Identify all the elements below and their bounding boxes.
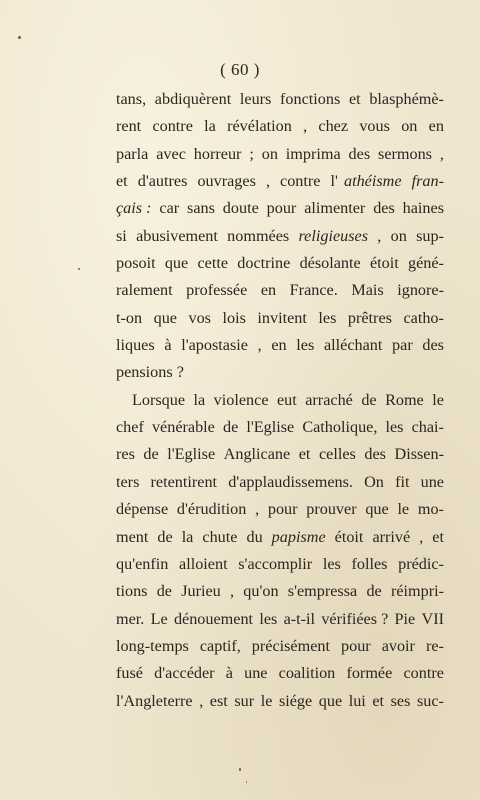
word: doctrine bbox=[237, 254, 291, 273]
word: à bbox=[164, 336, 172, 355]
text-line bbox=[116, 496, 444, 523]
word: fit bbox=[395, 472, 410, 491]
text-line bbox=[116, 551, 444, 578]
word: liques bbox=[116, 336, 155, 355]
word: vénérable bbox=[151, 418, 215, 437]
word: car bbox=[159, 199, 180, 218]
text-line bbox=[116, 141, 444, 168]
word: la bbox=[181, 527, 194, 546]
word: dépense bbox=[116, 500, 169, 519]
word: l'Eglise bbox=[246, 418, 295, 437]
word: ; bbox=[249, 144, 254, 163]
word: doute bbox=[222, 199, 259, 218]
word: du bbox=[246, 527, 263, 546]
text-line bbox=[116, 332, 444, 359]
word: vos bbox=[188, 308, 211, 327]
word: que bbox=[318, 691, 343, 710]
word: Rome bbox=[385, 390, 424, 409]
text-line bbox=[116, 387, 444, 414]
word: une bbox=[420, 472, 444, 491]
word: avoir bbox=[381, 636, 415, 655]
word: que bbox=[365, 500, 389, 519]
word: l'Eglise bbox=[167, 445, 216, 464]
word: de bbox=[157, 527, 173, 546]
word: de bbox=[361, 390, 377, 409]
word: Dissen- bbox=[394, 445, 444, 464]
word: des bbox=[373, 199, 395, 218]
word: On bbox=[364, 472, 384, 491]
word: les bbox=[385, 418, 404, 437]
ink-speck bbox=[78, 268, 80, 270]
word: Lorsque bbox=[132, 390, 186, 409]
word: alléchant bbox=[323, 336, 383, 355]
word: qu'enfin bbox=[116, 554, 169, 573]
word: et bbox=[116, 172, 128, 191]
ink-speck bbox=[246, 781, 247, 783]
word: res bbox=[116, 445, 135, 464]
word: Pie bbox=[394, 609, 416, 628]
word: cette bbox=[197, 254, 229, 273]
word: Mais bbox=[351, 281, 384, 300]
word: une bbox=[244, 664, 268, 683]
word: de bbox=[222, 418, 239, 437]
text-line bbox=[116, 633, 444, 660]
word: arrivé bbox=[372, 527, 411, 546]
word: Anglicane bbox=[223, 445, 291, 464]
word: on bbox=[401, 117, 418, 136]
word: re- bbox=[425, 636, 444, 655]
word: le bbox=[432, 390, 444, 409]
word: pensions ? bbox=[116, 363, 184, 382]
word: celles bbox=[318, 445, 356, 464]
word: invitent bbox=[257, 308, 307, 327]
word: ralement bbox=[116, 281, 173, 300]
word: ses bbox=[390, 691, 411, 710]
word: la bbox=[204, 117, 216, 136]
word: professée bbox=[186, 281, 248, 300]
word: fonctions bbox=[280, 90, 341, 108]
word: des bbox=[348, 144, 371, 163]
text-line bbox=[116, 660, 444, 687]
word: l'apostasie bbox=[181, 336, 248, 355]
word: t-on bbox=[116, 308, 143, 327]
text-line bbox=[116, 414, 444, 441]
word: en bbox=[428, 117, 444, 136]
text-line bbox=[116, 86, 444, 113]
word: de bbox=[366, 582, 382, 601]
word: pour bbox=[341, 636, 371, 655]
word: blasphémè- bbox=[369, 90, 444, 108]
text-line bbox=[116, 223, 444, 250]
word: violence bbox=[213, 390, 269, 409]
word: , bbox=[257, 336, 262, 355]
word: d'applaudissemens. bbox=[228, 472, 353, 491]
text-line bbox=[116, 113, 444, 140]
word: , bbox=[439, 144, 444, 163]
word: athéisme bbox=[344, 172, 402, 191]
word: nommées bbox=[227, 226, 290, 245]
word: est bbox=[209, 691, 228, 710]
word: on bbox=[261, 144, 278, 163]
word: a-t-il bbox=[283, 609, 316, 628]
word: l' bbox=[330, 172, 338, 191]
text-line bbox=[116, 578, 444, 605]
word: étoit bbox=[369, 254, 399, 273]
word: d'érudition bbox=[176, 500, 247, 519]
word: chute bbox=[202, 527, 238, 546]
word: VII bbox=[421, 609, 444, 628]
word: coalition bbox=[278, 664, 336, 683]
word: mo- bbox=[417, 500, 444, 519]
word: contre bbox=[280, 172, 321, 191]
word: folles bbox=[351, 554, 388, 573]
word: suc- bbox=[416, 691, 444, 710]
word: , bbox=[255, 500, 260, 519]
word: Jurieu bbox=[181, 582, 221, 601]
word: si bbox=[116, 226, 127, 245]
word: posoit bbox=[116, 254, 156, 273]
word: Catholique, bbox=[302, 418, 378, 437]
word: de bbox=[143, 445, 159, 464]
word: , bbox=[229, 582, 235, 601]
word: , bbox=[419, 527, 424, 546]
word: arraché bbox=[305, 390, 353, 409]
word: géné- bbox=[407, 254, 444, 273]
text-line bbox=[116, 195, 444, 222]
word: à bbox=[225, 664, 233, 683]
word: formée bbox=[346, 664, 393, 683]
ink-speck bbox=[239, 768, 241, 771]
word: , bbox=[199, 691, 204, 710]
word: sermons bbox=[378, 144, 432, 163]
word: lois bbox=[222, 308, 246, 327]
word: fusé bbox=[116, 664, 143, 683]
word: rent bbox=[116, 117, 142, 136]
word: leurs bbox=[239, 90, 272, 108]
word: prouver bbox=[306, 500, 357, 519]
word: pour bbox=[267, 500, 298, 519]
word: le bbox=[397, 500, 410, 519]
word: et bbox=[298, 445, 311, 464]
word: alloient bbox=[179, 554, 228, 573]
word: chef bbox=[116, 418, 144, 437]
word: qu'on bbox=[243, 582, 279, 601]
word: lui bbox=[348, 691, 366, 710]
word: des bbox=[364, 445, 386, 464]
word: des bbox=[422, 336, 444, 355]
text-line bbox=[116, 305, 444, 332]
word: sur bbox=[234, 691, 255, 710]
word: révélation bbox=[227, 117, 292, 136]
word: et bbox=[432, 527, 444, 546]
word: le bbox=[260, 691, 273, 710]
word: la bbox=[193, 390, 206, 409]
word: les bbox=[318, 308, 337, 327]
text-line bbox=[116, 606, 444, 633]
page-text bbox=[116, 86, 444, 715]
word: on bbox=[390, 226, 407, 245]
word: Le bbox=[150, 609, 168, 628]
word: les bbox=[322, 554, 341, 573]
word: retentirent bbox=[150, 472, 218, 491]
word: s'empressa bbox=[287, 582, 358, 601]
text-line bbox=[116, 441, 444, 468]
word: dénouement bbox=[173, 609, 254, 628]
text-line bbox=[116, 688, 444, 715]
word: France. bbox=[289, 281, 338, 300]
word: tans, bbox=[116, 90, 147, 108]
word: vérifiées ? bbox=[321, 609, 389, 628]
word: s'accomplir bbox=[238, 554, 313, 573]
word: d'accéder bbox=[154, 664, 215, 683]
word: sans bbox=[187, 199, 215, 218]
word: sup- bbox=[416, 226, 444, 245]
word: désolante bbox=[299, 254, 361, 273]
text-line bbox=[116, 469, 444, 496]
word: réimpri- bbox=[390, 582, 444, 601]
word: prédic- bbox=[398, 554, 444, 573]
word: eut bbox=[276, 390, 297, 409]
word: abdiquèrent bbox=[154, 90, 232, 108]
word: , bbox=[303, 117, 308, 136]
word: les bbox=[259, 609, 278, 628]
word: que bbox=[153, 308, 177, 327]
word: contre bbox=[152, 117, 193, 136]
word: les bbox=[296, 336, 315, 355]
word: papisme bbox=[271, 527, 326, 546]
word: ouvrages bbox=[197, 172, 256, 191]
word: pour bbox=[266, 199, 297, 218]
word: haines bbox=[402, 199, 444, 218]
word: mer. bbox=[116, 609, 145, 628]
word: et bbox=[372, 691, 385, 710]
text-line bbox=[116, 168, 444, 195]
word: tions bbox=[116, 582, 148, 601]
word: étoit bbox=[334, 527, 364, 546]
word: vous bbox=[359, 117, 390, 136]
word: ment bbox=[116, 527, 149, 546]
word: de bbox=[156, 582, 172, 601]
word: en bbox=[271, 336, 287, 355]
word: alimenter bbox=[304, 199, 366, 218]
word: , bbox=[377, 226, 382, 245]
word: prêtres bbox=[347, 308, 392, 327]
word: d'autres bbox=[137, 172, 188, 191]
text-line bbox=[116, 524, 444, 551]
word: catho- bbox=[403, 308, 444, 327]
word: chai- bbox=[411, 418, 444, 437]
text-line bbox=[116, 277, 444, 304]
word: par bbox=[392, 336, 413, 355]
word: chez bbox=[318, 117, 349, 136]
word: fran- bbox=[411, 172, 444, 191]
word: abusivement bbox=[136, 226, 218, 245]
text-line bbox=[116, 250, 444, 277]
text-line bbox=[116, 359, 444, 386]
word: ignore- bbox=[397, 281, 444, 300]
word: horreur bbox=[193, 144, 242, 163]
word: captif, bbox=[199, 636, 241, 655]
word: avec bbox=[156, 144, 186, 163]
word: parla bbox=[116, 144, 149, 163]
word: religieuses bbox=[298, 226, 369, 245]
word: long-temps bbox=[116, 636, 189, 655]
ink-speck bbox=[18, 36, 21, 39]
word: l'Angleterre bbox=[116, 691, 193, 710]
page-number: ( 60 ) bbox=[220, 60, 260, 79]
word: contre bbox=[403, 664, 444, 683]
word: imprima bbox=[285, 144, 341, 163]
word: en bbox=[260, 281, 277, 300]
word: siége bbox=[278, 691, 313, 710]
word: , bbox=[265, 172, 270, 191]
word: ters bbox=[116, 472, 140, 491]
word: et bbox=[348, 90, 361, 108]
word: précisément bbox=[251, 636, 330, 655]
word: que bbox=[164, 254, 189, 273]
word: çais : bbox=[116, 199, 152, 218]
